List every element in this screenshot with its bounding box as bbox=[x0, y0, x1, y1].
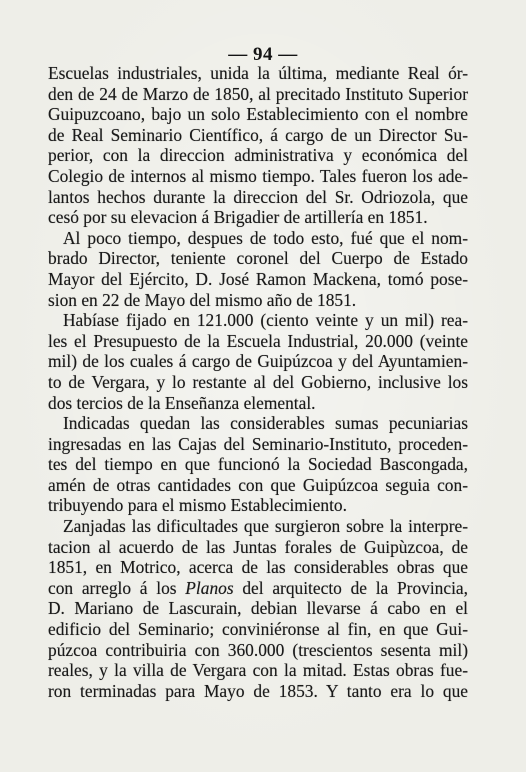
text-line: con arreglo á los Planos del arquitecto de la Provincia, bbox=[48, 577, 468, 598]
text-line: Guipuzcoano, bajo un solo Establecimiento con el nombre bbox=[48, 104, 468, 125]
text-line: ingresadas en las Cajas del Seminario-Instituto, proceden- bbox=[48, 433, 468, 454]
text-line: ron terminadas para Mayo de 1853. Y tanto era lo que bbox=[48, 680, 468, 701]
text-line: dos tercios de la Enseñanza elemental. bbox=[48, 392, 316, 413]
text-line: den de 24 de Marzo de 1850, al precitado Instituto Superior bbox=[48, 83, 468, 104]
text-line: edificio del Seminario; conviniéronse al fin, en que Gui- bbox=[48, 619, 468, 640]
text-line: Mayor del Ejército, D. José Ramon Mackena, tomó pose- bbox=[48, 268, 468, 289]
text-line: de Real Seminario Científico, á cargo de un Director Su- bbox=[48, 124, 468, 145]
text-line: Al poco tiempo, despues de todo esto, fué que el nom- bbox=[63, 227, 468, 248]
text-line: tacion al acuerdo de las Juntas forales de Guipùzcoa, de bbox=[48, 536, 468, 557]
text-line: perior, con la direccion administrativa y económica del bbox=[48, 145, 468, 166]
text-line: cesó por su elevacion á Brigadier de artillería en 1851. bbox=[48, 207, 428, 228]
page-number: — 94 — bbox=[228, 44, 298, 65]
text-line: Indicadas quedan las considerables sumas pecuniarias bbox=[63, 413, 468, 434]
text-line: reales, y la villa de Vergara con la mitad. Estas obras fue- bbox=[48, 660, 468, 681]
paragraph bbox=[48, 413, 468, 516]
text-line: brado Director, teniente coronel del Cuerpo de Estado bbox=[48, 248, 468, 269]
paragraph bbox=[48, 228, 468, 310]
text-line: amén de otras cantidades con que Guipúzcoa seguia con- bbox=[48, 474, 468, 495]
text-line: Escuelas industriales, unida la última, mediante Real ór- bbox=[48, 63, 468, 83]
text-line: tribuyendo para el mismo Establecimiento. bbox=[48, 495, 347, 516]
text-line: púzcoa contribuiria con 360.000 (trescientos sesenta mil) bbox=[48, 639, 468, 660]
text-line: 1851, en Motrico, acerca de las considerables obras que bbox=[48, 557, 468, 578]
text-line: les el Presupuesto de la Escuela Industrial, 20.000 (veinte bbox=[48, 330, 468, 351]
text-line: Zanjadas las dificultades que surgieron sobre la interpre- bbox=[63, 516, 468, 537]
paragraph bbox=[48, 63, 468, 228]
text-line: Colegio de internos al mismo tiempo. Tales fueron los ade- bbox=[48, 165, 468, 186]
paragraph bbox=[48, 310, 468, 413]
text-line: lantos hechos durante la direccion del Sr. Odriozola, que bbox=[48, 186, 468, 207]
text-line: mil) de los cuales á cargo de Guipúzcoa y del Ayuntamien- bbox=[48, 351, 468, 372]
text-line: D. Mariano de Lascurain, debian llevarse á cabo en el bbox=[48, 598, 468, 619]
text-line: Habíase fijado en 121.000 (ciento veinte y un mil) rea- bbox=[63, 310, 468, 331]
text-line: sion en 22 de Mayo del mismo año de 1851. bbox=[48, 289, 357, 310]
body-text bbox=[48, 63, 468, 701]
text-line: to de Vergara, y lo restante al del Gobierno, inclusive los bbox=[48, 371, 468, 392]
text-line: tes del tiempo en que funcionó la Sociedad Bascongada, bbox=[48, 454, 468, 475]
paragraph bbox=[48, 516, 468, 701]
